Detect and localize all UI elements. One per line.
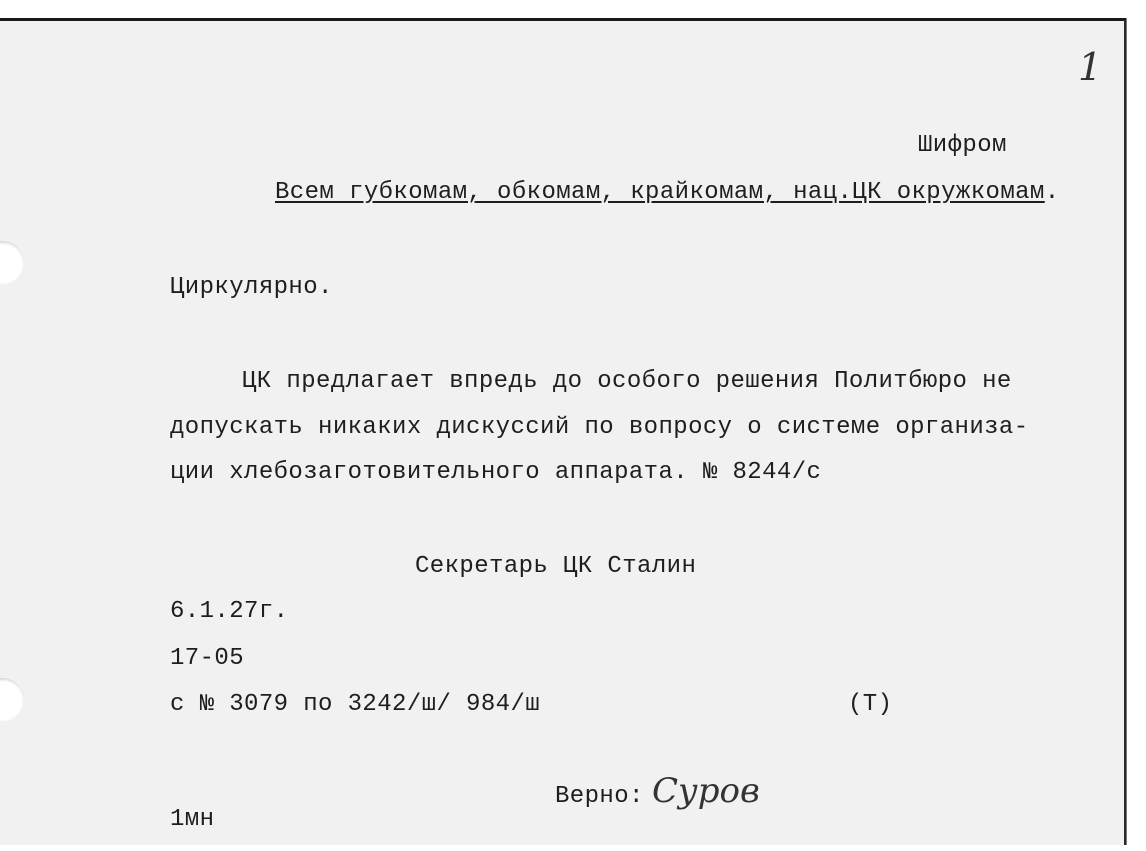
body-line-3: ции хлебозаготовительного аппарата. № 8244/с (170, 459, 822, 486)
addressees-line (275, 179, 1060, 206)
signature-line: Секретарь ЦК Сталин (415, 553, 697, 580)
footer-code: 1мн (170, 806, 215, 833)
body-line-2: допускать никаких дискуссий по вопросу о системе организа- (170, 414, 1029, 441)
t-mark: (Т) (848, 691, 893, 718)
body-line-1: ЦК предлагает впредь до особого решения Политбюро не (242, 368, 1012, 395)
circular-label: Циркулярно. (170, 274, 333, 301)
addressees-period: . (1044, 179, 1060, 206)
verified-label: Верно: (555, 783, 644, 810)
addressees-text: Всем губкомам, обкомам, крайкомам, нац.ЦК окружкомам (275, 179, 1045, 206)
date-line: 6.1.27г. (170, 598, 289, 625)
punch-hole-bottom (0, 678, 24, 722)
page-number: 1 (1078, 45, 1103, 89)
classification-header: Шифром (918, 132, 1007, 159)
registration-numbers: с № 3079 по 3242/ш/ 984/ш (170, 691, 541, 718)
time-line: 17-05 (170, 645, 245, 672)
punch-hole-top (0, 241, 24, 285)
handwritten-signature: Суров (652, 771, 760, 811)
document-page (0, 18, 1126, 845)
